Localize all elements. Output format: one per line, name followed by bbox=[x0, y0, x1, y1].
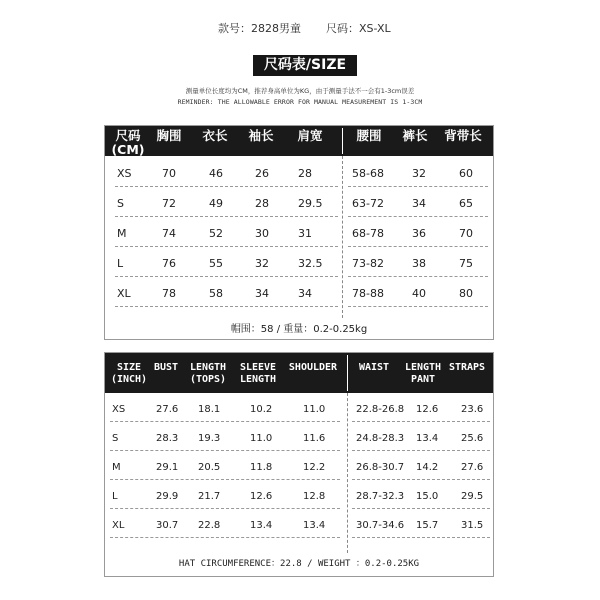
column-header: STRAPS bbox=[448, 362, 486, 373]
table-footer: 帽围：58 / 重量：0.2-0.25kg bbox=[230, 324, 368, 335]
row-divider bbox=[115, 186, 338, 187]
row-divider bbox=[110, 421, 340, 422]
table-cell: 26 bbox=[255, 167, 269, 180]
row-divider bbox=[352, 450, 490, 451]
size-table-cm bbox=[104, 125, 494, 340]
table-cell: 34 bbox=[255, 287, 269, 300]
column-header: BUST bbox=[153, 362, 179, 373]
table-cell: M bbox=[117, 227, 127, 240]
row-divider bbox=[110, 479, 340, 480]
column-header: 背带长 bbox=[444, 128, 482, 143]
column-header: SLEEVE LENGTH bbox=[239, 362, 277, 385]
table-cell: 78-88 bbox=[352, 287, 384, 300]
table-cell: XL bbox=[117, 287, 131, 300]
row-divider bbox=[110, 508, 340, 509]
measurement-note-en: REMINDER: THE ALLOWABLE ERROR FOR MANUAL MEASUREMENT IS 1-3CM bbox=[177, 98, 423, 106]
product-info bbox=[0, 20, 600, 36]
table-cell: 13.4 bbox=[303, 520, 326, 531]
row-divider bbox=[352, 508, 490, 509]
table-cell: 31 bbox=[298, 227, 312, 240]
table-cell: 27.6 bbox=[156, 404, 179, 415]
table-cell: 32.5 bbox=[298, 257, 323, 270]
column-header: 胸围 bbox=[156, 128, 182, 143]
table-cell: 30.7-34.6 bbox=[356, 520, 405, 531]
table-cell: 12.6 bbox=[250, 491, 273, 502]
column-header: 袖长 bbox=[248, 128, 274, 143]
table-cell: 29.9 bbox=[156, 491, 179, 502]
row-divider bbox=[110, 537, 340, 538]
table-cell: 58 bbox=[209, 287, 223, 300]
table-cell: 63-72 bbox=[352, 197, 384, 210]
table-cell: 15.0 bbox=[416, 491, 439, 502]
measurement-note-cn: 测量单位长度均为CM，推荐身高单位为KG，由于测量手法不一会有1-3cm误差 bbox=[185, 87, 415, 95]
table-cell: 23.6 bbox=[461, 404, 484, 415]
table-cell: 73-82 bbox=[352, 257, 384, 270]
table-cell: 70 bbox=[162, 167, 176, 180]
table-cell: 75 bbox=[459, 257, 473, 270]
size-table-inch bbox=[104, 352, 494, 577]
table-cell: 34 bbox=[298, 287, 312, 300]
column-header: SIZE (INCH) bbox=[110, 362, 148, 385]
table-cell: 11.0 bbox=[250, 433, 273, 444]
column-header: WAIST bbox=[358, 362, 390, 373]
table-cell: 36 bbox=[412, 227, 426, 240]
row-divider bbox=[115, 306, 338, 307]
table-cell: 72 bbox=[162, 197, 176, 210]
row-divider bbox=[348, 186, 488, 187]
column-header: 衣长 bbox=[202, 128, 228, 143]
table-cell: 18.1 bbox=[198, 404, 221, 415]
table-cell: 11.6 bbox=[303, 433, 326, 444]
size-chart-title: 尺码表/SIZE bbox=[253, 55, 357, 76]
row-divider bbox=[348, 306, 488, 307]
table-cell: 25.6 bbox=[461, 433, 484, 444]
table-cell: 40 bbox=[412, 287, 426, 300]
column-divider bbox=[342, 156, 343, 318]
table-cell: 12.2 bbox=[303, 462, 326, 473]
table-cell: 28 bbox=[298, 167, 312, 180]
table-cell: 20.5 bbox=[198, 462, 221, 473]
table-header bbox=[105, 353, 493, 393]
table-cell: 22.8 bbox=[198, 520, 221, 531]
column-header: SHOULDER bbox=[288, 362, 338, 373]
table-cell: 30.7 bbox=[156, 520, 179, 531]
table-cell: 32 bbox=[412, 167, 426, 180]
table-cell: L bbox=[112, 491, 118, 502]
table-cell: XS bbox=[112, 404, 126, 415]
table-cell: 32 bbox=[255, 257, 269, 270]
table-cell: 80 bbox=[459, 287, 473, 300]
table-cell: 34 bbox=[412, 197, 426, 210]
table-header bbox=[105, 126, 493, 156]
row-divider bbox=[115, 246, 338, 247]
table-cell: 29.5 bbox=[461, 491, 484, 502]
column-header: LENGTH PANT bbox=[404, 362, 442, 385]
style-number: 款号：2828男童 bbox=[218, 22, 301, 35]
table-cell: 13.4 bbox=[250, 520, 273, 531]
table-cell: 28.7-32.3 bbox=[356, 491, 405, 502]
table-cell: 55 bbox=[209, 257, 223, 270]
row-divider bbox=[115, 216, 338, 217]
table-cell: 52 bbox=[209, 227, 223, 240]
table-cell: XL bbox=[112, 520, 125, 531]
column-header: 腰围 bbox=[356, 128, 382, 143]
table-cell: 60 bbox=[459, 167, 473, 180]
table-cell: 78 bbox=[162, 287, 176, 300]
size-range: 尺码：XS-XL bbox=[326, 22, 391, 35]
table-cell: 11.8 bbox=[250, 462, 273, 473]
table-cell: S bbox=[117, 197, 124, 210]
table-cell: 68-78 bbox=[352, 227, 384, 240]
row-divider bbox=[115, 276, 338, 277]
table-cell: 38 bbox=[412, 257, 426, 270]
table-cell: 28 bbox=[255, 197, 269, 210]
column-header: 裤长 bbox=[402, 128, 428, 143]
table-cell: 29.5 bbox=[298, 197, 323, 210]
table-cell: 26.8-30.7 bbox=[356, 462, 405, 473]
table-cell: 65 bbox=[459, 197, 473, 210]
row-divider bbox=[352, 479, 490, 480]
table-cell: 49 bbox=[209, 197, 223, 210]
table-footer: HAT CIRCUMFERENCE：22.8 / WEIGHT ：0.2-0.25KG bbox=[178, 559, 420, 569]
table-cell: 76 bbox=[162, 257, 176, 270]
table-cell: 10.2 bbox=[250, 404, 273, 415]
table-cell: 58-68 bbox=[352, 167, 384, 180]
table-cell: 70 bbox=[459, 227, 473, 240]
row-divider bbox=[110, 450, 340, 451]
row-divider bbox=[348, 276, 488, 277]
table-cell: 11.0 bbox=[303, 404, 326, 415]
header-divider bbox=[347, 355, 348, 391]
column-header: LENGTH (TOPS) bbox=[189, 362, 227, 385]
table-cell: 29.1 bbox=[156, 462, 179, 473]
table-cell: XS bbox=[117, 167, 132, 180]
column-header: 肩宽 bbox=[297, 128, 323, 143]
table-cell: 14.2 bbox=[416, 462, 439, 473]
table-cell: 19.3 bbox=[198, 433, 221, 444]
table-cell: 30 bbox=[255, 227, 269, 240]
table-cell: 31.5 bbox=[461, 520, 484, 531]
row-divider bbox=[348, 216, 488, 217]
table-cell: 22.8-26.8 bbox=[356, 404, 405, 415]
column-header: 尺码 (CM) bbox=[111, 128, 145, 157]
table-cell: 24.8-28.3 bbox=[356, 433, 405, 444]
table-cell: 46 bbox=[209, 167, 223, 180]
table-cell: 12.8 bbox=[303, 491, 326, 502]
table-cell: 27.6 bbox=[461, 462, 484, 473]
row-divider bbox=[348, 246, 488, 247]
header-divider bbox=[342, 128, 343, 154]
table-cell: 13.4 bbox=[416, 433, 439, 444]
table-cell: 74 bbox=[162, 227, 176, 240]
table-cell: S bbox=[112, 433, 119, 444]
table-cell: 28.3 bbox=[156, 433, 179, 444]
table-cell: M bbox=[112, 462, 121, 473]
table-cell: 15.7 bbox=[416, 520, 439, 531]
table-cell: 12.6 bbox=[416, 404, 439, 415]
row-divider bbox=[352, 421, 490, 422]
row-divider bbox=[352, 537, 490, 538]
table-cell: L bbox=[117, 257, 124, 270]
table-cell: 21.7 bbox=[198, 491, 221, 502]
column-divider bbox=[347, 393, 348, 553]
